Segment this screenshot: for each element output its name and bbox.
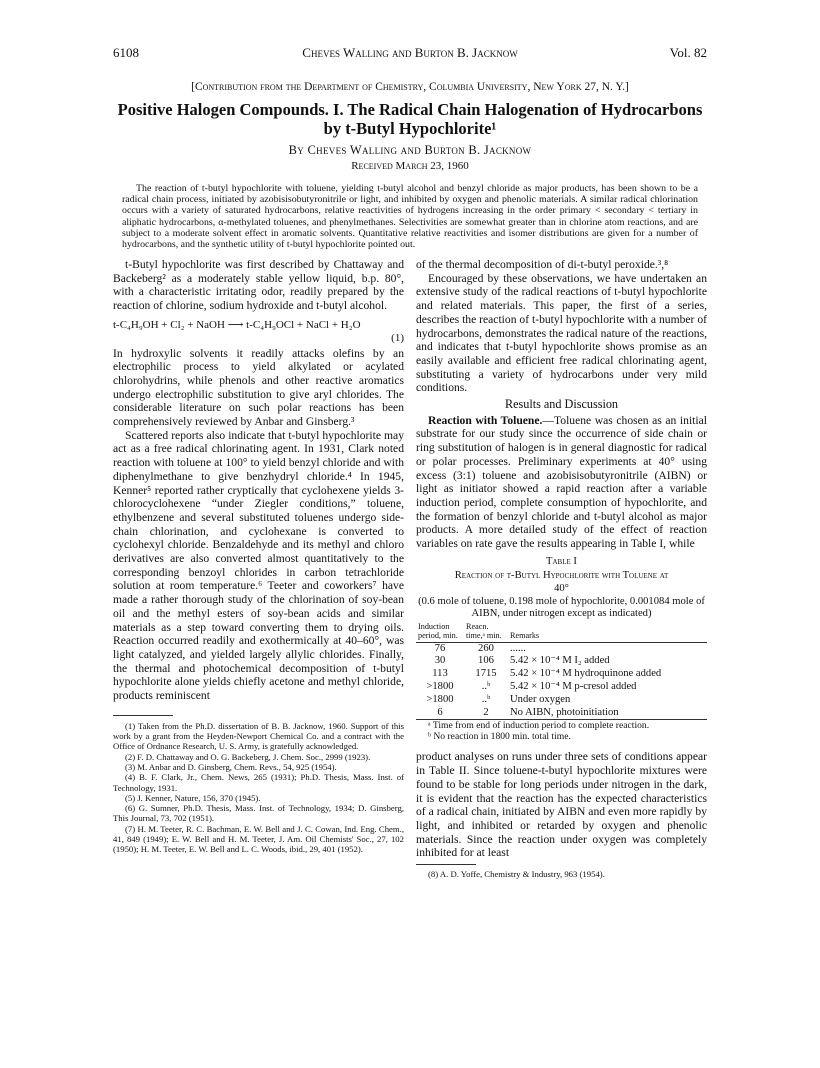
- received-date: Received March 23, 1960: [351, 160, 469, 172]
- table-caption-line-1: Reaction of t-Butyl Hypochlorite with Toluene at: [454, 570, 669, 582]
- table-footnote: ᵃ Time from end of induction period to complete reaction.: [428, 720, 650, 732]
- left-column: [113, 258, 404, 855]
- table-cell: 113: [432, 668, 448, 680]
- footnote-rule: [113, 715, 173, 716]
- title-line-1: Positive Halogen Compounds. I. The Radical Chain Halogenation of Hydrocarbons: [117, 100, 703, 119]
- section-heading: Results and Discussion: [504, 397, 619, 412]
- right-paragraph-2: Encouraged by these observations, we have undertaken an extensive study of the radical reactions of t-butyl hypochlorite and related materials. This paper, the first of a series, describes the reaction of t-butyl hypochlorite with a number of hydrocarbons, demonstrates the radical nature of the reactions, and indicates that t-butyl hypochlorite shows promise as an easily available and efficient free radical chlorinating agent, substituting a variety of hydrocarbons under very mild conditions.: [416, 271, 707, 395]
- table-cell: No AIBN, photoinitiation: [508, 707, 707, 720]
- table-row: [416, 655, 707, 668]
- intro-paragraph-2: In hydroxylic solvents it readily attacks olefins by an electrophilic process to yield alkylated or acylated chlorohydrins, while phenols and other reactive aromatics undergo electrophilic substitution to give aryl chlorides. The considerable literature on such polar reactions has been comprehensively reviewed by Anbar and Ginsberg.³: [113, 346, 404, 429]
- page-number: 6108: [113, 45, 139, 60]
- footnote: (5) J. Kenner, Nature, 156, 370 (1945).: [125, 792, 261, 803]
- column-header: Induction period, min.: [416, 622, 464, 642]
- article-title: [108, 100, 712, 138]
- table-1: [416, 622, 707, 720]
- author-line: By Cheves Walling and Burton B. Jacknow: [288, 143, 532, 157]
- footnote-rule: [416, 864, 476, 865]
- equation-text: t-C₄H₉OH + Cl₂ + NaOH ⟶ t-C₄H₉OCl + NaCl + H₂O: [113, 318, 361, 331]
- equation-number: (1): [391, 331, 404, 344]
- table-conditions: (0.6 mole of toluene, 0.198 mole of hypochlorite, 0.001084 mole of AIBN, under nitrogen except as indicated): [418, 596, 705, 620]
- footnote: (1) Taken from the Ph.D. dissertation of B. B. Jacknow, 1960. Support of this work by a grant from the Heyden-Newport Chemical Co. and a contract with the Office of Ordnance Research, U. S. Army, is gratefully acknowledged.: [113, 720, 404, 752]
- table-cell: 106: [478, 655, 494, 667]
- title-line-2: by t-Butyl Hypochlorite¹: [323, 119, 497, 138]
- table-cell: 5.42 × 10⁻⁴ M hydroquinone added: [510, 668, 662, 680]
- table-cell: >1800: [426, 693, 454, 705]
- equation-1: [113, 318, 404, 344]
- footnote: (3) M. Anbar and D. Ginsberg, Chem. Revs., 54, 925 (1954).: [125, 761, 337, 772]
- table-row: [416, 694, 707, 707]
- table-label: Table I: [546, 555, 577, 567]
- table-cell: 5.42 × 10⁻⁴ M p-cresol added: [510, 681, 637, 693]
- intro-paragraph-1: t-Butyl hypochlorite was first described by Chattaway and Backeberg² as a moderately stable yellow liquid, b.p. 80°, with a characteristic irritating odor, readily prepared by the reaction of chlorine, sodium hydroxide and t-butyl alcohol.: [113, 258, 404, 313]
- right-column: [416, 258, 707, 879]
- table-row: [416, 668, 707, 681]
- table-cell: >1800: [426, 681, 454, 693]
- table-cell: 1715: [475, 668, 497, 680]
- table-row: [416, 707, 707, 720]
- footnote: (2) F. D. Chattaway and O. G. Backeberg, J. Chem. Soc., 2999 (1923).: [125, 751, 371, 762]
- table-caption: [416, 570, 707, 595]
- table-cell: ..ᵇ: [481, 681, 491, 693]
- intro-paragraph-3: Scattered reports also indicate that t-butyl hypochlorite may act as a free radical chlorinating agent. In 1931, Clark noted reaction with toluene at 100° to yield benzyl chloride and with diphenylmethane to give benzhydryl chloride.⁴ In 1945, Kenner⁵ reported rather cryptically that cyclohexene yields 3-chlorocyclohexene “under Ziegler conditions,” toluene, ethylbenzene and several substituted toluenes undergo side-chain chlorination, and cyclohexane is converted to cyclohexyl chloride. Benzaldehyde and its methyl and chloro derivatives are also converted almost quantitatively to the corresponding benzoyl chlorides in carbon tetrachloride solution at room temperature.⁶ Teeter and coworkers⁷ have made a rather thorough study of the chlorination of soy-bean oil and the methyl esters of soy-bean acids and similar materials as a step toward converting them to drying oils. Reaction occurred readily and exothermically at 40–60°, was light catalyzed, and yielded largely allylic chlorides. Finally, the thermal and photochemical decomposition of t-butyl hypochlorite alone yields chiefly acetone and methyl chloride, products reminiscent: [113, 428, 404, 703]
- column-header: Reacn. time,ᵃ min.: [464, 622, 508, 642]
- volume-number: Vol. 82: [669, 45, 707, 60]
- table-cell: ..ᵇ: [481, 693, 491, 705]
- table-footnote: ᵇ No reaction in 1800 min. total time.: [428, 731, 571, 743]
- abstract: The reaction of t-butyl hypochlorite with toluene, yielding t-butyl alcohol and benzyl chloride as major products, has been shown to be a radical chain process, initiated by azobisisobutyronitrile or light, and inhibited by oxygen and phenolic materials. A similar radical chlorination occurs with a variety of saturated hydrocarbons, relative reactivities of hydrogens increasing in the order primary < secondary < tertiary in aliphatic hydrocarbons, α-methylated toluenes, and phenylmethanes. Selectivities are somewhat greater than in chlorine atom reactions, and are subject to a moderate solvent effect in aromatic solvents. Quantitative relative reactivities and isomer distributions are given for a number of hydrocarbons, and the synthetic utility of t-butyl hypochlorite pointed out.: [122, 183, 698, 251]
- column-header: Remarks: [508, 622, 707, 642]
- table-cell: 2: [464, 707, 508, 720]
- footnote: (7) H. M. Teeter, R. C. Bachman, E. W. Bell and J. C. Cowan, Ind. Eng. Chem., 41, 849 (1949); E. W. Bell and H. M. Teeter, J. Am. Oil Chemists' Soc., 27, 102 (1950); H. M. Teeter, E. W. Bell and L. C. Woods, ibid., 29, 401 (1952).: [113, 823, 404, 855]
- footnote: (6) G. Sumner, Ph.D. Thesis, Mass. Inst. of Technology, 1934; D. Ginsberg, This Journal, 73, 702 (1951).: [113, 803, 404, 824]
- paragraph-lead: Reaction with Toluene.: [428, 413, 543, 427]
- table-row: [416, 681, 707, 694]
- running-title: Cheves Walling and Burton B. Jacknow: [302, 45, 518, 60]
- contribution-line: [Contribution from the Department of Chemistry, Columbia University, New York 27, N. Y.]: [191, 81, 629, 93]
- paragraph-body: —Toluene was chosen as an initial substrate for our study since the occurrence of side chain or ring substitution of halogen is in general diagnostic for radical or polar processes. Preliminary experiments at 40° using excess (3:1) toluene and azobisisobutyronitrile (AIBN) or light as initiator showed a rapid reaction after a variable induction period, complete consumption of hypochlorite, and the formation of benzyl chloride and t-butyl alcohol as major products. A more detailed study of the effect of reaction variables on rate gave the results appearing in Table I, while: [416, 413, 707, 551]
- table-caption-line-2: 40°: [554, 582, 569, 594]
- table-cell: Under oxygen: [510, 693, 571, 705]
- right-paragraph-3: [416, 414, 707, 551]
- table-row: [416, 642, 707, 655]
- table-cell: 6: [416, 707, 464, 720]
- table-cell: 260: [478, 642, 494, 654]
- table-cell: 76: [434, 642, 446, 654]
- footnote: (8) A. D. Yoffe, Chemistry & Industry, 963 (1954).: [428, 869, 605, 880]
- table-cell: ......: [510, 642, 526, 654]
- table-header-row: [416, 622, 707, 642]
- right-paragraph-1: of the thermal decomposition of di-t-butyl peroxide.³,⁸: [416, 258, 669, 271]
- right-paragraph-4: product analyses on runs under three sets of conditions appear in Table II. Since toluene-t-butyl hypochlorite mixtures were found to be stable for long periods under nitrogen in the dark, it is evident that the reaction has the expected characteristics of a radical chain, initiated by AIBN and even more rapidly by light, and inhibited or retarded by oxygen and phenolic materials. Since the reaction under oxygen was completely inhibited for at least: [416, 750, 707, 860]
- table-cell: 30: [434, 655, 446, 667]
- table-cell: 5.42 × 10⁻⁴ M I₂ added: [510, 655, 610, 667]
- footnote: (4) B. F. Clark, Jr., Chem. News, 265 (1931); Ph.D. Thesis, Mass. Inst. of Technology, 1931.: [113, 772, 404, 793]
